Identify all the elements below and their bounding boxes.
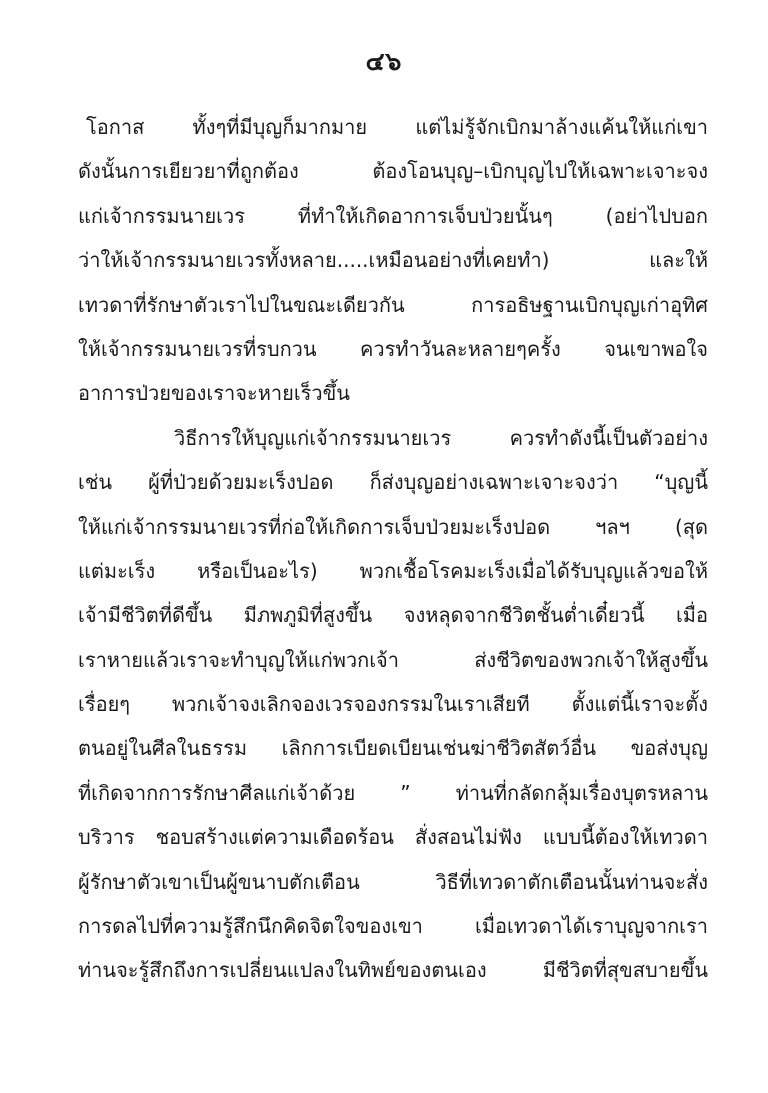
text-line: แต่มะเร็ง หรือเป็นอะไร) พวกเชื้อโรคมะเร็งเมื่อได้รับบุญแล้วขอให้ xyxy=(78,558,708,583)
paragraph-2 xyxy=(78,416,708,993)
text-line: ให้แก่เจ้ากรรมนายเวรที่ก่อให้เกิดการเจ็บป่วยมะเร็งปอด ฯลฯ (สุด xyxy=(78,514,708,539)
text-line: ให้เจ้ากรรมนายเวรที่รบกวน ควรทำวันละหลายๆครั้ง จนเขาพอใจ xyxy=(78,336,708,361)
text-line: ว่าให้เจ้ากรรมนายเวรทั้งหลาย.....เหมือนอย่างที่เคยทำ) และให้ xyxy=(78,248,708,273)
text-line: ตนอยู่ในศีลในธรรม เลิกการเบียดเบียนเช่นฆ่าชีวิตสัตว์อื่น ขอส่งบุญ xyxy=(78,736,708,761)
paragraph-1 xyxy=(78,105,708,416)
text-line: วิธีการให้บุญแก่เจ้ากรรมนายเวร ควรทำดังนี้เป็นตัวอย่าง xyxy=(174,425,708,450)
text-line: ที่เกิดจากการรักษาศีลแก่เจ้าด้วย ” ท่านที่กลัดกลุ้มเรื่องบุตรหลาน xyxy=(78,780,708,805)
page-number: ๔๖ xyxy=(365,47,403,76)
text-line: เรื่อยๆ พวกเจ้าจงเลิกจองเวรจองกรรมในเราเสียที ตั้งแต่นี้เราจะตั้ง xyxy=(78,692,708,717)
text-line: การดลไปที่ความรู้สึกนึกคิดจิตใจของเขา เมื่อเทวดาได้เราบุญจากเรา xyxy=(78,914,708,939)
text-line: ท่านจะรู้สึกถึงการเปลี่ยนแปลงในทิพย์ของตนเอง มีชีวิตที่สุขสบายขึ้น xyxy=(78,958,708,983)
text-line: เช่น ผู้ที่ป่วยด้วยมะเร็งปอด ก็ส่งบุญอย่างเฉพาะเจาะจงว่า “บุญนี้ xyxy=(78,470,708,495)
text-line: ดังนั้นการเยียวยาที่ถูกต้อง ต้องโอนบุญ–เบิกบุญไปให้เฉพาะเจาะจง xyxy=(78,159,708,184)
text-line: โอกาส ทั้งๆที่มีบุญก็มากมาย แต่ไม่รู้จักเบิกมาล้างแค้นให้แก่เขา xyxy=(86,115,708,139)
text-line: บริวาร ชอบสร้างแต่ความเดือดร้อน สั่งสอนไม่ฟัง แบบนี้ต้องให้เทวดา xyxy=(78,825,708,850)
body-text xyxy=(78,105,708,993)
text-line: ผู้รักษาตัวเขาเป็นผู้ขนาบตักเตือน วิธีที่เทวดาตักเตือนนั้นท่านจะสั่ง xyxy=(78,869,708,894)
text-line: เทวดาที่รักษาตัวเราไปในขณะเดียวกัน การอธิษฐานเบิกบุญเก่าอุทิศ xyxy=(78,292,708,317)
text-line: อาการป่วยของเราจะหายเร็วขึ้น xyxy=(78,381,350,406)
text-line: แก่เจ้ากรรมนายเวร ที่ทำให้เกิดอาการเจ็บป่วยนั้นๆ (อย่าไปบอก xyxy=(78,203,708,228)
text-line: เจ้ามีชีวิตที่ดีขึ้น มีภพภูมิที่สูงขึ้น จงหลุดจากชีวิตชั้นต่ำเดี๋ยวนี้ เมื่อ xyxy=(78,603,708,628)
text-line: เราหายแล้วเราจะทำบุญให้แก่พวกเจ้า ส่งชีวิตของพวกเจ้าให้สูงขึ้น xyxy=(78,647,708,672)
